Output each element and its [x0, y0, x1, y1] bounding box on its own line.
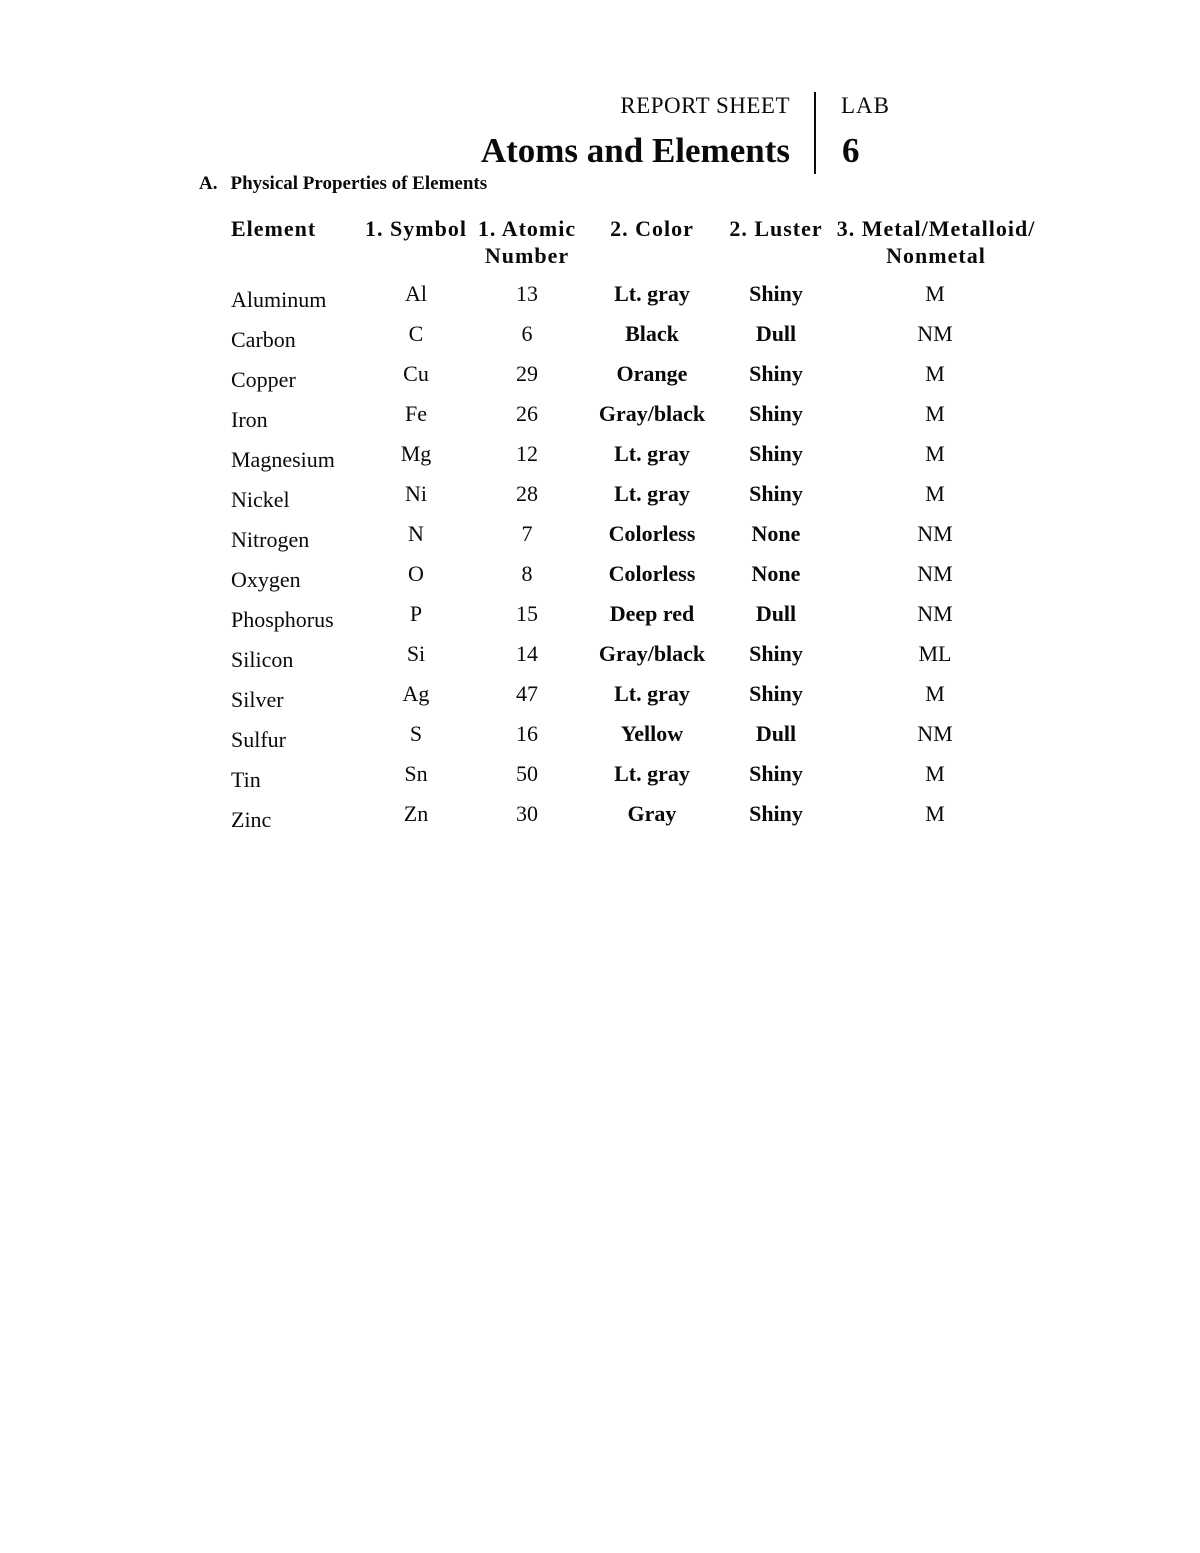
col-header-metal-classification: [836, 215, 1036, 269]
atomic-number: 7: [521, 521, 533, 546]
metal-classification: NM: [917, 521, 953, 546]
element-color: Lt. gray: [614, 441, 690, 466]
element-luster: Shiny: [749, 641, 803, 666]
element-color: Lt. gray: [614, 281, 690, 306]
metal-classification: M: [925, 761, 945, 786]
atomic-number: 12: [516, 441, 538, 466]
element-luster: Dull: [755, 721, 797, 746]
element-symbol: Sn: [404, 761, 428, 786]
page-title: Atoms and Elements: [480, 131, 790, 170]
element-symbol: Zn: [403, 801, 429, 826]
col-header-element: Element: [231, 216, 317, 241]
element-name: Silicon: [231, 647, 294, 672]
atomic-number: 8: [521, 561, 533, 586]
element-luster: Shiny: [749, 761, 803, 786]
element-name: Nitrogen: [231, 527, 310, 552]
element-name: Tin: [231, 767, 261, 792]
element-color: Colorless: [608, 561, 696, 586]
element-symbol: O: [408, 561, 424, 586]
element-luster: Dull: [755, 321, 797, 346]
section-title: Physical Properties of Elements: [230, 173, 488, 194]
element-color: Deep red: [609, 601, 695, 626]
metal-classification: M: [925, 801, 945, 826]
table-row: [0, 319, 1200, 359]
element-name: Aluminum: [231, 287, 327, 312]
element-name: Silver: [231, 687, 284, 712]
element-symbol: Ni: [405, 481, 427, 506]
table-row: [0, 279, 1200, 319]
element-symbol: C: [408, 321, 424, 346]
element-symbol: Al: [405, 281, 427, 306]
metal-classification: NM: [917, 721, 953, 746]
atomic-number: 6: [521, 321, 533, 346]
table-row: [0, 359, 1200, 399]
atomic-number: 30: [516, 801, 538, 826]
atomic-number: 16: [516, 721, 538, 746]
element-name: Phosphorus: [231, 607, 334, 632]
element-symbol: S: [409, 721, 423, 746]
element-symbol: Fe: [405, 401, 427, 426]
element-symbol: Ag: [402, 681, 430, 706]
element-luster: None: [751, 561, 801, 586]
element-color: Gray/black: [598, 401, 706, 426]
atomic-number: 14: [516, 641, 538, 666]
header-divider: [814, 92, 816, 174]
element-luster: Shiny: [749, 281, 803, 306]
col-header-color: 2. Color: [610, 216, 694, 241]
metal-classification: M: [925, 681, 945, 706]
metal-classification: M: [925, 481, 945, 506]
element-name: Nickel: [231, 487, 290, 512]
element-color: Yellow: [620, 721, 684, 746]
element-luster: Shiny: [749, 801, 803, 826]
col-header-luster: 2. Luster: [729, 216, 823, 241]
metal-classification: M: [925, 361, 945, 386]
element-color: Orange: [616, 361, 688, 386]
table-row: [0, 719, 1200, 759]
table-row: [0, 799, 1200, 839]
element-luster: None: [751, 521, 801, 546]
table-row: [0, 439, 1200, 479]
element-symbol: N: [408, 521, 424, 546]
metal-classification: NM: [917, 321, 953, 346]
element-name: Carbon: [231, 327, 296, 352]
element-color: Lt. gray: [614, 481, 690, 506]
element-name: Sulfur: [231, 727, 286, 752]
element-name: Oxygen: [231, 567, 301, 592]
element-luster: Shiny: [749, 401, 803, 426]
element-name: Magnesium: [231, 447, 335, 472]
metal-classification: M: [925, 401, 945, 426]
metal-classification: NM: [917, 601, 953, 626]
element-luster: Shiny: [749, 361, 803, 386]
metal-classification: M: [925, 441, 945, 466]
metal-classification: ML: [918, 641, 952, 666]
table-row: [0, 599, 1200, 639]
element-symbol: P: [409, 601, 423, 626]
atomic-number: 29: [516, 361, 538, 386]
lab-number: 6: [842, 131, 860, 170]
element-color: Lt. gray: [614, 681, 690, 706]
table-row: [0, 639, 1200, 679]
element-symbol: Mg: [400, 441, 432, 466]
table-row: [0, 679, 1200, 719]
element-name: Iron: [231, 407, 268, 432]
report-sheet-label: REPORT SHEET: [620, 93, 790, 118]
section-heading: [199, 172, 487, 195]
section-letter: A.: [199, 173, 218, 194]
element-color: Black: [625, 321, 679, 346]
atomic-number: 50: [516, 761, 538, 786]
atomic-number: 28: [516, 481, 538, 506]
element-color: Colorless: [608, 521, 696, 546]
element-luster: Shiny: [749, 481, 803, 506]
element-luster: Shiny: [749, 681, 803, 706]
table-row: [0, 479, 1200, 519]
element-luster: Shiny: [749, 441, 803, 466]
element-color: Gray/black: [598, 641, 706, 666]
element-symbol: Cu: [403, 361, 429, 386]
atomic-number: 47: [516, 681, 538, 706]
table-row: [0, 519, 1200, 559]
col-header-symbol: 1. Symbol: [365, 216, 467, 241]
col-header-metal-line2: Nonmetal: [886, 243, 986, 268]
col-header-atomic-number: [457, 215, 597, 269]
col-header-atomic-line1: 1. Atomic: [477, 216, 577, 241]
element-name: Zinc: [231, 807, 272, 832]
col-header-atomic-line2: Number: [484, 243, 570, 268]
atomic-number: 26: [516, 401, 538, 426]
element-name: Copper: [231, 367, 296, 392]
element-color: Gray: [627, 801, 677, 826]
lab-label: LAB: [841, 93, 890, 118]
table-row: [0, 399, 1200, 439]
atomic-number: 13: [516, 281, 538, 306]
element-symbol: Si: [406, 641, 426, 666]
metal-classification: NM: [917, 561, 953, 586]
atomic-number: 15: [516, 601, 538, 626]
element-color: Lt. gray: [614, 761, 690, 786]
col-header-metal-line1: 3. Metal/Metalloid/: [836, 216, 1036, 241]
metal-classification: M: [925, 281, 945, 306]
table-row: [0, 559, 1200, 599]
element-luster: Dull: [755, 601, 797, 626]
table-row: [0, 759, 1200, 799]
